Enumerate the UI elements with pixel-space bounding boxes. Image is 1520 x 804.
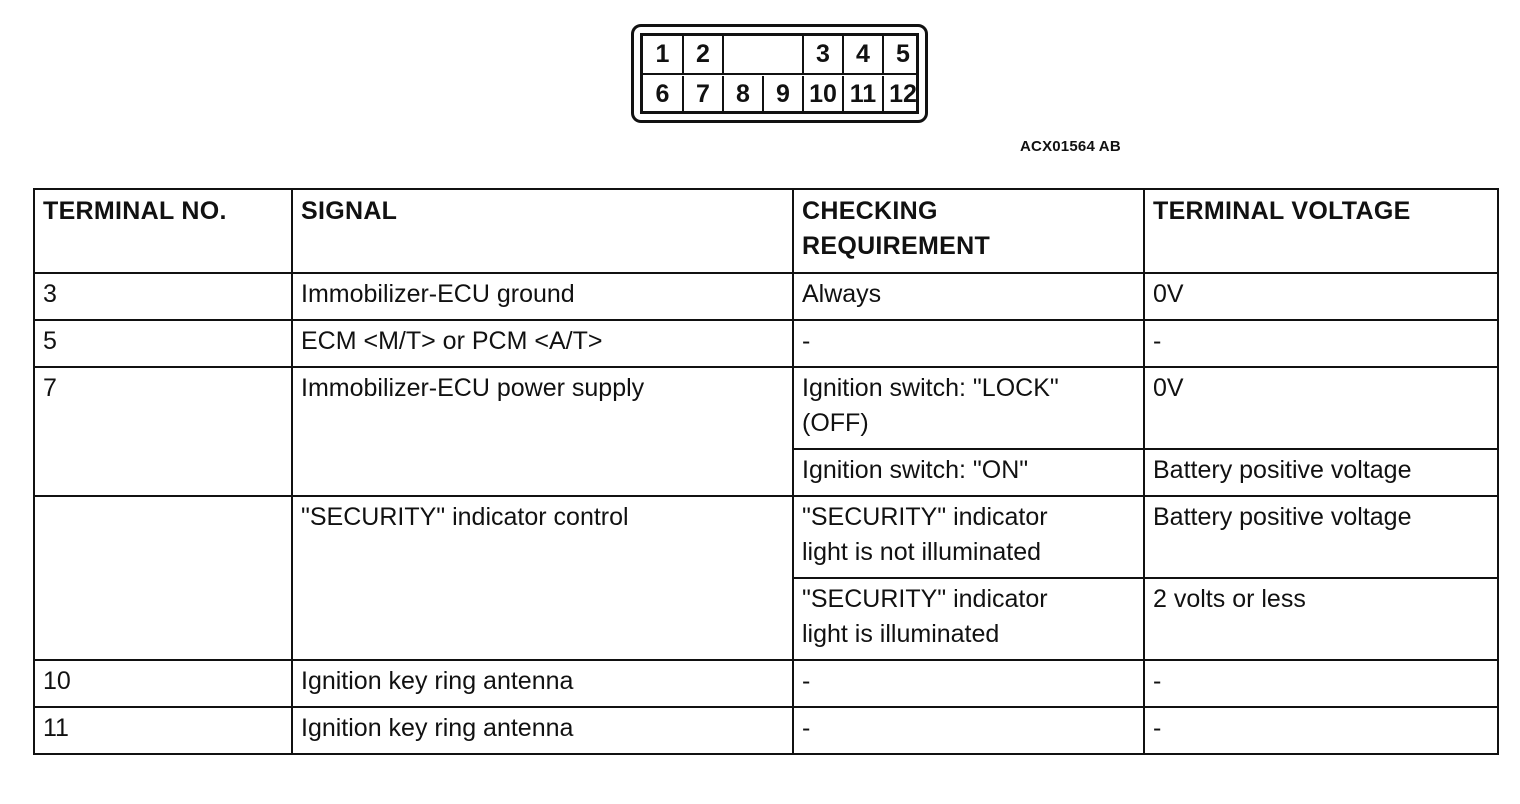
connector-pin-block bbox=[640, 33, 919, 114]
table-row bbox=[34, 707, 1498, 754]
header-voltage: TERMINAL VOLTAGE bbox=[1144, 189, 1498, 273]
table-row bbox=[34, 273, 1498, 320]
cell-signal: Immobilizer-ECU ground bbox=[292, 273, 793, 320]
table-header-row bbox=[34, 189, 1498, 273]
cell-signal: Ignition key ring antenna bbox=[292, 707, 793, 754]
header-signal: SIGNAL bbox=[292, 189, 793, 273]
cell-requirement bbox=[793, 496, 1144, 578]
pin-1: 1 bbox=[655, 40, 670, 68]
pin-12: 12 bbox=[882, 76, 922, 113]
table-row bbox=[34, 660, 1498, 707]
cell-voltage: Battery positive voltage bbox=[1144, 449, 1498, 496]
cell-requirement: - bbox=[793, 660, 1144, 707]
requirement-line2: (OFF) bbox=[802, 409, 869, 437]
cell-terminal: 3 bbox=[34, 273, 292, 320]
requirement-line1: "SECURITY" indicator bbox=[802, 585, 1048, 613]
pin-2: 2 bbox=[682, 36, 722, 73]
cell-terminal: 11 bbox=[34, 707, 292, 754]
cell-voltage: - bbox=[1144, 320, 1498, 367]
cell-terminal bbox=[34, 496, 292, 660]
cell-voltage: 0V bbox=[1144, 367, 1498, 449]
cell-voltage: Battery positive voltage bbox=[1144, 496, 1498, 578]
table-row bbox=[34, 496, 1498, 578]
header-terminal: TERMINAL NO. bbox=[34, 189, 292, 273]
pin-7: 7 bbox=[682, 76, 722, 113]
cell-requirement: Always bbox=[793, 273, 1144, 320]
pin-6: 6 bbox=[655, 80, 670, 108]
cell-voltage: - bbox=[1144, 660, 1498, 707]
cell-signal: "SECURITY" indicator control bbox=[292, 496, 793, 660]
header-requirement-line1: CHECKING bbox=[802, 197, 938, 225]
cell-requirement: Ignition switch: "ON" bbox=[793, 449, 1144, 496]
requirement-line2: light is not illuminated bbox=[802, 538, 1042, 566]
table-row bbox=[34, 320, 1498, 367]
cell-voltage: 2 volts or less bbox=[1144, 578, 1498, 660]
pin-8: 8 bbox=[722, 76, 762, 113]
cell-requirement: - bbox=[793, 320, 1144, 367]
pin-4: 4 bbox=[842, 36, 882, 73]
cell-terminal: 7 bbox=[34, 367, 292, 496]
cell-requirement bbox=[793, 367, 1144, 449]
pin-11: 11 bbox=[842, 76, 882, 113]
header-requirement-line2: REQUIREMENT bbox=[802, 232, 991, 260]
terminal-voltage-table bbox=[33, 188, 1499, 755]
pin-gap bbox=[722, 36, 802, 73]
requirement-line2: light is illuminated bbox=[802, 620, 1000, 648]
cell-voltage: 0V bbox=[1144, 273, 1498, 320]
pin-3: 3 bbox=[802, 36, 842, 73]
header-requirement bbox=[793, 189, 1144, 273]
figure-id: ACX01564 AB bbox=[1020, 138, 1121, 155]
cell-terminal: 10 bbox=[34, 660, 292, 707]
cell-requirement: - bbox=[793, 707, 1144, 754]
cell-terminal: 5 bbox=[34, 320, 292, 367]
requirement-line1: Ignition switch: "LOCK" bbox=[802, 374, 1059, 402]
cell-signal: Ignition key ring antenna bbox=[292, 660, 793, 707]
connector-diagram bbox=[631, 24, 928, 123]
cell-voltage: - bbox=[1144, 707, 1498, 754]
cell-signal: ECM <M/T> or PCM <A/T> bbox=[292, 320, 793, 367]
pin-9: 9 bbox=[762, 76, 802, 113]
table-row bbox=[34, 367, 1498, 449]
cell-signal: Immobilizer-ECU power supply bbox=[292, 367, 793, 496]
pin-row-divider bbox=[643, 73, 916, 75]
pin-10: 10 bbox=[802, 76, 842, 113]
requirement-line1: "SECURITY" indicator bbox=[802, 503, 1048, 531]
pin-5: 5 bbox=[882, 36, 922, 73]
cell-requirement bbox=[793, 578, 1144, 660]
